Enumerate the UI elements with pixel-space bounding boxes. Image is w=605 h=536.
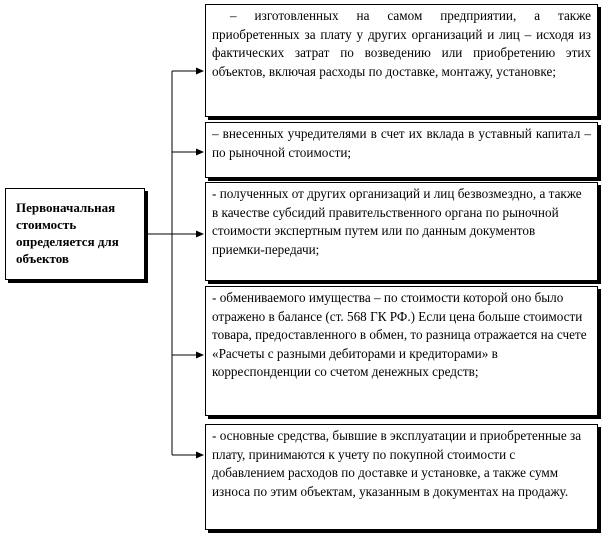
target-text-1: – изготовленных на самом предприятии, а также приобретенных за плату у других организаций и лиц – исходя из фактических затрат по возведению или приобретению этих объектов, включая расходы по доставке, монтажу, установке; [212, 8, 591, 79]
target-box-4 [205, 286, 598, 416]
target-text-2: – внесенных учредителями в счет их вклада в уставный капитал – по рыночной стоимости; [212, 126, 591, 160]
source-label: Первоначальная стоимость определяется для объектов [16, 200, 119, 266]
target-text-4: - обмениваемого имущества – по стоимости которой оно было отражено в балансе (ст. 568 ГК РФ.) Если цена больше стоимости товара, предоставленного в обмен, то разница отражается на счете «Расчеты с разными дебиторами и кредиторами» в корреспонденции со счетом денежных средств; [212, 290, 587, 379]
target-text-5: - основные средства, бывшие в эксплуатации и приобретенные за плату, принимаются к учету по покупной стоимости с добавлением расходов по доставке и установке, а также сумм износа по этим объектам, указанным в документах на продажу. [212, 428, 582, 499]
source-box [5, 188, 145, 280]
target-box-1 [205, 4, 598, 117]
target-box-2 [205, 122, 598, 178]
target-box-5 [205, 424, 598, 530]
target-text-3: - полученных от других организаций и лиц безвозмездно, а также в качестве субсидий правительственного органа по рыночной стоимости экспертным путем или по данным документов приемки-передачи; [212, 186, 582, 257]
target-box-3 [205, 182, 598, 281]
